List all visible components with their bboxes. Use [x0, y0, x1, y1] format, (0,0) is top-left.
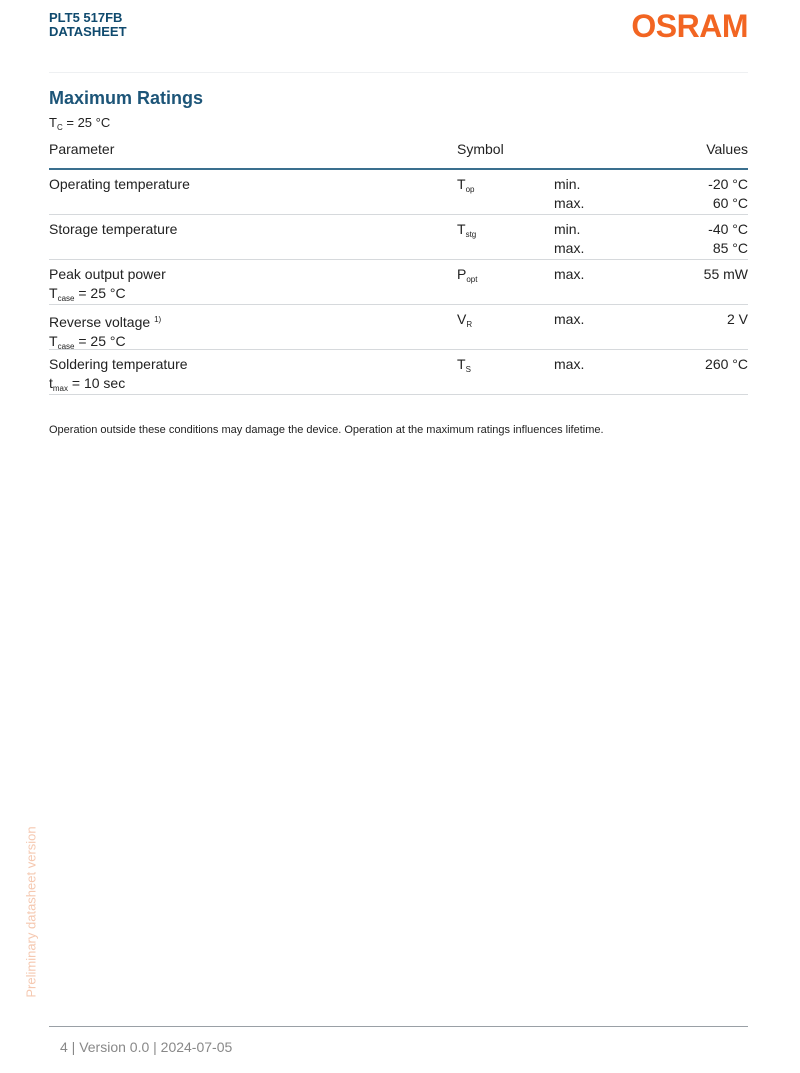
preliminary-watermark: Preliminary datasheet version: [23, 826, 39, 998]
table-row: [49, 170, 748, 215]
value-cell: -40 °C 85 °C: [708, 221, 748, 256]
header-values: Values: [706, 141, 748, 157]
value-cell: 2 V: [726, 311, 748, 327]
parameter-cell: Operating temperature: [49, 176, 190, 192]
section-title: Maximum Ratings: [49, 88, 204, 108]
header-symbol: Symbol: [457, 141, 504, 157]
limit-cell: max.: [554, 356, 585, 372]
table-row: [49, 215, 748, 260]
product-name: PLT5 517FB: [49, 10, 123, 25]
parameter-cell: Soldering temperature $t_{max} = 10$ sec: [49, 355, 188, 398]
document-type: DATASHEET: [49, 24, 127, 39]
table-header: [49, 138, 748, 170]
symbol-cell: $T_{stg}$: [457, 221, 477, 239]
osram-logo: OSRAM: [631, 8, 748, 44]
footnote-marker: 1): [154, 315, 162, 324]
parameter-cell: Reverse voltage $^{1)}$ $T_{case} = 25$ °C: [49, 310, 161, 356]
symbol-cell: $T_{op}$: [457, 176, 475, 194]
footer-divider: [49, 1026, 748, 1027]
parameter-cell: Peak output power $T_{case} = 25$ °C: [49, 265, 166, 308]
limit-cell: max.: [554, 266, 585, 282]
limit-cell: min. max.: [554, 221, 585, 256]
parameter-cell: Storage temperature: [49, 221, 178, 237]
parameter-condition: $T_{case} = 25$ °C: [49, 285, 126, 303]
symbol-cell: $V_R$: [457, 311, 473, 329]
value-cell: 55 mW: [703, 266, 748, 282]
parameter-condition: $t_{max} = 10$ sec: [49, 375, 126, 393]
ratings-table: [49, 138, 748, 395]
symbol-cell: $T_S$: [457, 356, 471, 374]
limit-cell: min. max.: [554, 176, 585, 211]
table-row: [49, 350, 748, 395]
parameter-condition: $T_{case} = 25$ °C: [49, 333, 126, 351]
symbol-cell: $P_{opt}$: [457, 266, 478, 284]
page-footer: 4 | Version 0.0 | 2024-07-05: [60, 1039, 233, 1055]
value-cell: 260 °C: [705, 356, 748, 372]
header-parameter: Parameter: [49, 141, 115, 157]
table-row: [49, 260, 748, 305]
limit-cell: max.: [554, 311, 585, 327]
table-row: [49, 305, 748, 350]
document-header: [49, 11, 127, 39]
operation-note: Operation outside these conditions may damage the device. Operation at the maximum ratings influences lifetime.: [49, 424, 604, 436]
section-condition: $T_C = 25$ °C: [49, 115, 111, 132]
value-cell: -20 °C 60 °C: [708, 176, 748, 211]
header-divider: [49, 72, 748, 73]
